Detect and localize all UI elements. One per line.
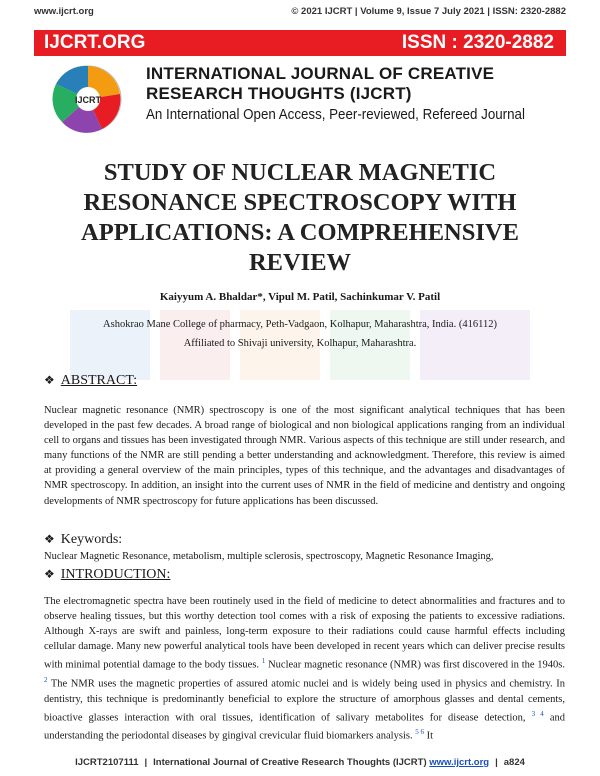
- intro-part-2: Nuclear magnetic resonance (NMR) was first discovered in the 1940s.: [265, 659, 565, 671]
- affiliation-2: Affiliated to Shivaji university, Kolhapur, Maharashtra.: [183, 338, 417, 349]
- abstract-heading-label: ABSTRACT:: [60, 373, 138, 388]
- citation-link[interactable]: 2: [44, 675, 48, 684]
- diamond-bullet-icon: ❖: [44, 532, 55, 546]
- introduction-heading-label: INTRODUCTION:: [60, 567, 171, 582]
- page-footer: IJCRT2107111 | International Journal of Creative Research Thoughts (IJCRT) www.ijcrt.org | a824: [75, 757, 525, 768]
- abstract-text: Nuclear magnetic resonance (NMR) spectroscopy is one of the most significant analytical techniques that has been developed in the past few decades. A broad range of biological and non biological applications ranging from an individual cell to organs and tissues has been investigated through NMR. Various aspects of this technique are still under research, and many functions of the NMR are still pending a better understanding and acknowledgment. Therefore, this review is aimed at providing a general overview of the main principles, types of this technique, and the advantages and disadvantages of NMR spectroscopy. In addition, an insight into the current uses of NMR in the field of medicine and dentistry and ongoing developments of NMR spectroscopy for future applications has been discussed.: [44, 405, 565, 507]
- keywords-text: Nuclear Magnetic Resonance, metabolism, multiple sclerosis, spectroscopy, Magnetic Resonance Imaging,: [44, 551, 494, 562]
- introduction-text: [44, 594, 565, 744]
- footer-paper-id: IJCRT2107111: [75, 757, 139, 768]
- journal-name-line1: INTERNATIONAL JOURNAL OF CREATIVE: [146, 64, 495, 83]
- diamond-bullet-icon: ❖: [44, 567, 55, 581]
- intro-part-1: The electromagnetic spectra have been routinely used in the field of medicine to detect abnormalities and fractures and to observe healing tissues, but this worthy detection tool comes with a risk of exposing the patients to excessive radiations. Although X-rays are swift and painless, long-term exposure to their radiations could cause harmful effects including cellular damage. Many new powerful analytical tools have been developed in recent years which can deliver precise results with minimal potential damage to the body tissues.: [44, 596, 565, 671]
- site-url[interactable]: www.ijcrt.org: [34, 6, 94, 17]
- banner-issn: ISSN : 2320-2882: [401, 32, 554, 53]
- logo-text: IJCRT: [74, 95, 102, 105]
- introduction-heading: [44, 567, 170, 583]
- diamond-bullet-icon: ❖: [44, 373, 55, 387]
- intro-part-4: and understanding the periodontal diseases by gingival crevicular fluid biomarkers analysis.: [44, 712, 565, 742]
- volume-info: © 2021 IJCRT | Volume 9, Issue 7 July 2021 | ISSN: 2320-2882: [291, 6, 566, 17]
- paper-title: STUDY OF NUCLEAR MAGNETIC RESONANCE SPECTROSCOPY WITH APPLICATIONS: A COMPREHENSIVE REVIEW: [81, 159, 519, 276]
- page-header: [34, 6, 566, 20]
- citation-link[interactable]: 3 4: [531, 709, 544, 718]
- footer-url[interactable]: www.ijcrt.org: [429, 757, 490, 768]
- affiliation-1: Ashokrao Mane College of pharmacy, Peth-Vadgaon, Kolhapur, Maharashtra, India. (416112): [103, 319, 497, 330]
- journal-name: [146, 64, 566, 104]
- abstract-heading: [44, 373, 137, 389]
- intro-part-3: The NMR uses the magnetic properties of assured atomic nuclei and is widely being used in physics and chemistry. In dentistry, this technique is predominantly beneficial to explore the structure of amorphous glasses and dental cements, bioactive glasses interaction with oral tissues, identification of salivary metabolites for disease detection,: [44, 678, 565, 724]
- citation-link[interactable]: 1: [261, 657, 266, 666]
- journal-banner: [34, 30, 566, 56]
- footer-journal: International Journal of Creative Research Thoughts (IJCRT): [153, 757, 427, 768]
- keywords-heading-label: Keywords:: [60, 532, 123, 547]
- banner-left: IJCRT.ORG: [44, 32, 146, 53]
- journal-name-line2: RESEARCH THOUGHTS (IJCRT): [146, 84, 412, 103]
- footer-page: a824: [503, 757, 525, 768]
- keywords-heading: [44, 532, 122, 548]
- intro-part-5: It: [423, 730, 433, 742]
- citation-link[interactable]: 5 6: [415, 728, 424, 737]
- journal-tagline: An International Open Access, Peer-reviewed, Refereed Journal: [146, 107, 525, 123]
- ijcrt-logo: [42, 64, 134, 134]
- authors: Kaiyyum A. Bhaldar*, Vipul M. Patil, Sachinkumar V. Patil: [159, 291, 441, 303]
